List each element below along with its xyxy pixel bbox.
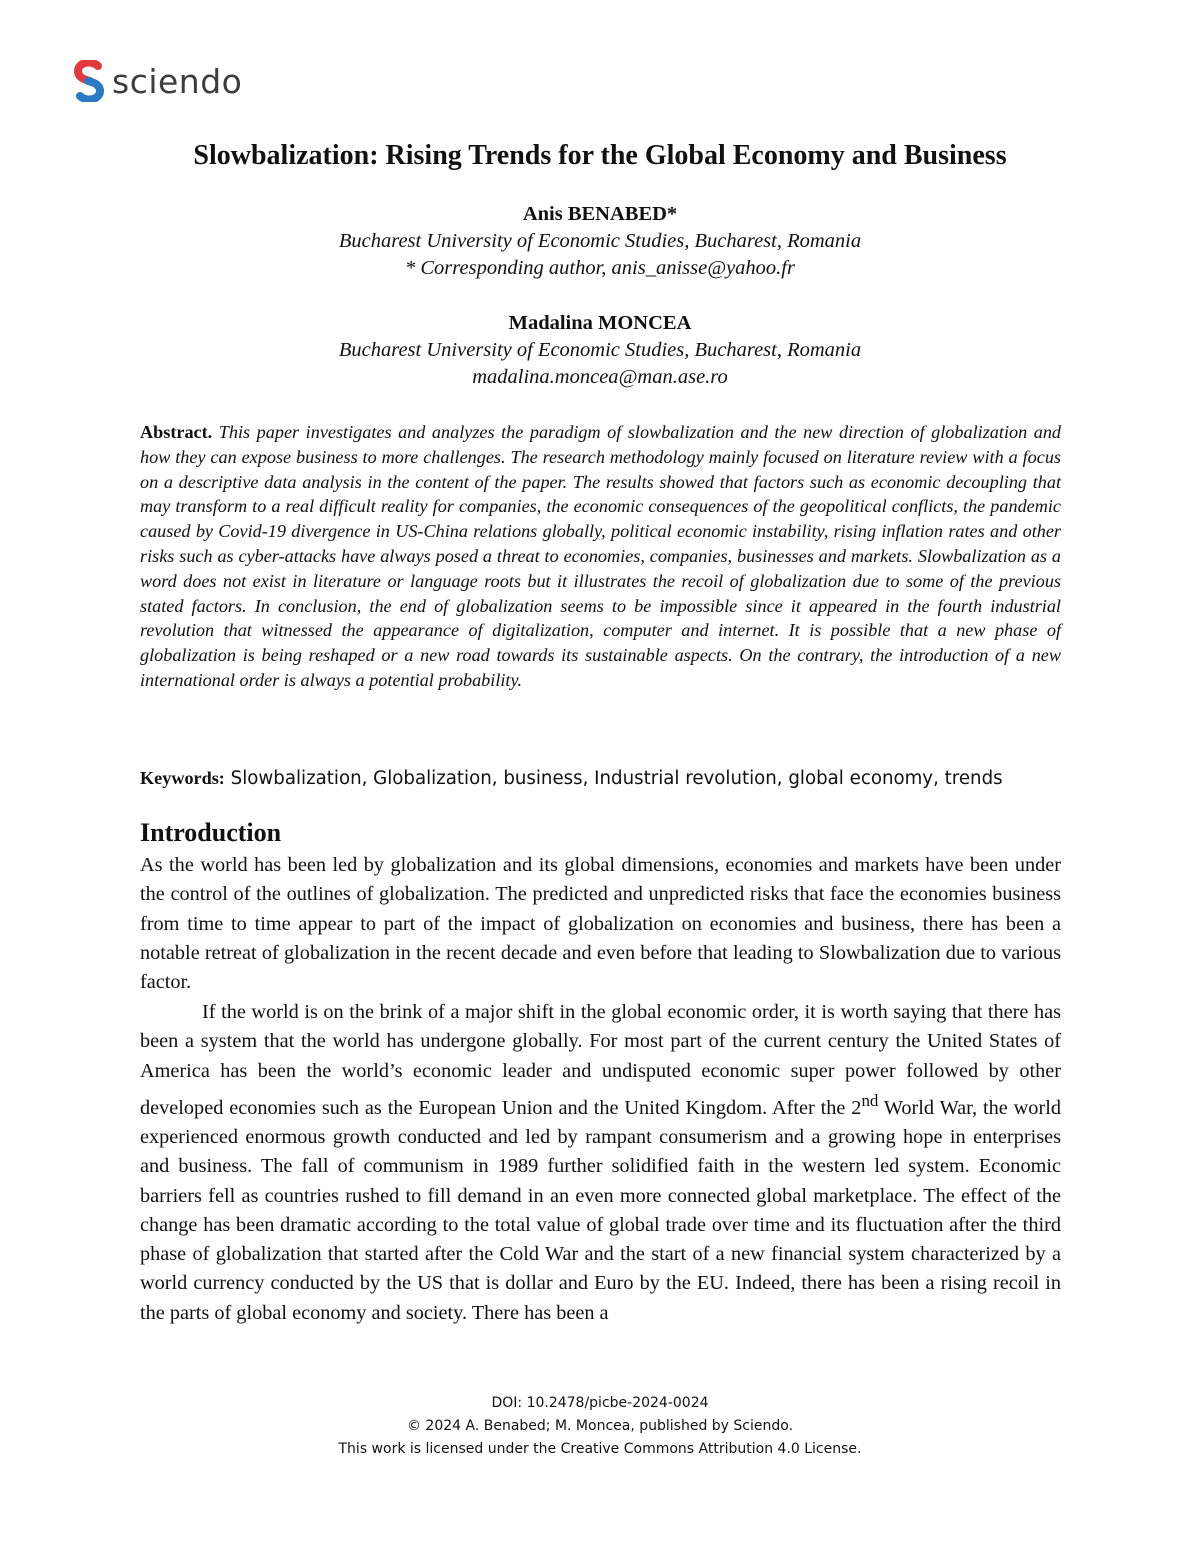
paragraph-text: World War, the world experienced enormous growth conducted and led by rampant consumerism and a growing hope in enterprises and business. The fall of communism in 1989 further solidified faith in the western led system. Economic barriers fell as countries rushed to fill demand in an even more connected global marketplace. The effect of the change has been dramatic according to the total value of global trade over time and its fluctuation after the third phase of globalization that started after the Cold War and the start of a new financial system characterized by a world currency conducted by the US that is dollar and Euro by the EU. Indeed, there has been a rising recoil in the parts of global economy and society. There has been a [140, 1096, 1061, 1324]
author-name: Anis BENABED* [522, 203, 678, 225]
author-block-2 [0, 310, 1200, 391]
copyright-text: © 2024 A. Benabed; M. Moncea, published by Sciendo. [406, 1418, 794, 1434]
abstract [140, 420, 1061, 693]
keywords-text: Slowbalization, Globalization, business, Industrial revolution, global economy, trends [230, 768, 1003, 789]
section-heading: Introduction [140, 818, 282, 847]
abstract-text: This paper investigates and analyzes the paradigm of slowbalization and the new direction of globalization and how they can expose business to more challenges. The research methodology mainly focused on literature review with a focus on a descriptive data analysis in the content of the paper. The results showed that factors such as economic decoupling that may transform to a real difficult reality for companies, the economic consequences of the geopolitical conflicts, the pandemic caused by Covid-19 divergence in US-China relations globally, political economic instability, rising inflation rates and other risks such as cyber-attacks have always posed a threat to economies, companies, businesses and markets. Slowbalization as a word does not exist in literature or language roots but it illustrates the recoil of globalization due to some of the previous stated factors. In conclusion, the end of globalization seems to be impossible since it appeared in the fourth industrial revolution that witnessed the appearance of digitalization, computer and internet. It is possible that a new phase of globalization is being reshaped or a new road towards its sustainable aspects. On the contrary, the introduction of a new international order is always a potential probability. [140, 422, 1062, 690]
author-contact: * Corresponding author, anis_anisse@yahoo.fr [405, 257, 795, 279]
intro-paragraph-1: As the world has been led by globalization and its global dimensions, economies and markets have been under the control of the outlines of globalization. The predicted and unpredicted risks that face the economies business from time to time appear to part of the impact of globalization on economies and business, there has been a notable retreat of globalization in the recent decade and even before that leading to Slowbalization due to various factor. [140, 854, 1061, 994]
keywords-label: Keywords: [140, 768, 225, 788]
keywords [140, 768, 1061, 789]
author-contact: madalina.moncea@man.ase.ro [472, 366, 728, 388]
author-block-1 [0, 201, 1200, 282]
publisher-logo [74, 60, 242, 102]
intro-paragraph-2 [140, 998, 1061, 1328]
sciendo-logo-icon [74, 60, 104, 102]
abstract-label: Abstract. [140, 422, 213, 442]
logo-text: sciendo [112, 61, 243, 101]
page-footer [0, 1392, 1200, 1461]
author-name: Madalina MONCEA [508, 312, 692, 334]
doi-text: DOI: 10.2478/picbe-2024-0024 [491, 1395, 709, 1411]
paper-title: Slowbalization: Rising Trends for the Global Economy and Business [193, 140, 1007, 171]
author-affiliation: Bucharest University of Economic Studies, Bucharest, Romania [338, 339, 862, 361]
ordinal-superscript: nd [861, 1090, 879, 1110]
license-text: This work is licensed under the Creative Commons Attribution 4.0 License. [338, 1441, 862, 1457]
author-affiliation: Bucharest University of Economic Studies, Bucharest, Romania [338, 230, 862, 252]
paragraph-text: If the world is on the brink of a major shift in the global economic order, it is worth saying that there has been a system that the world has undergone globally. For most part of the current century the United States of America has been the world’s economic leader and undisputed economic super power followed by other developed economies such as the European Union and the United Kingdom. After the 2 [140, 1001, 1061, 1119]
